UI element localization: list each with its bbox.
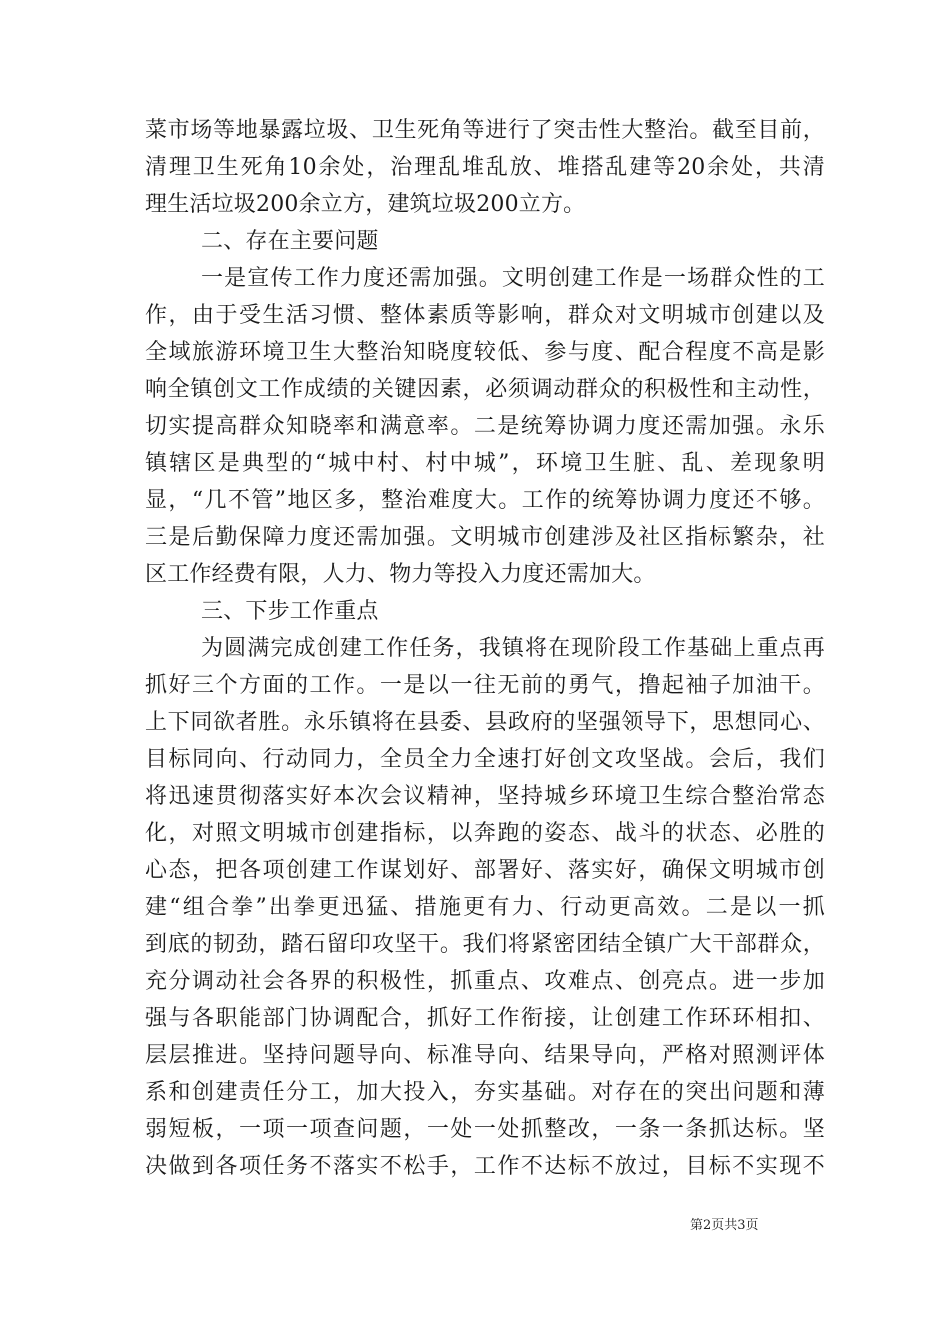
section-heading: 三、下步工作重点 [201, 599, 379, 624]
text-line: 清理卫生死角10余处，治理乱堆乱放、堆搭乱建等20余处，共清 [145, 155, 825, 180]
text-line: 建“组合拳”出拳更迅猛、措施更有力、行动更高效。二是以一抓 [145, 895, 825, 920]
text-line: 决做到各项任务不落实不松手，工作不达标不放过，目标不实现不 [145, 1154, 825, 1179]
text-line: 全域旅游环境卫生大整治知晓度较低、参与度、配合程度不高是影 [145, 340, 825, 365]
text-line: 镇辖区是典型的“城中村、村中城”，环境卫生脏、乱、差现象明 [145, 451, 825, 476]
document-body [145, 112, 825, 1185]
text-line: 响全镇创文工作成绩的关键因素，必须调动群众的积极性和主动性， [145, 377, 825, 402]
text-line: 抓好三个方面的工作。一是以一往无前的勇气，撸起袖子加油干。 [145, 673, 825, 698]
section-heading: 二、存在主要问题 [201, 229, 379, 254]
text-line: 化，对照文明城市创建指标，以奔跑的姿态、战斗的状态、必胜的 [145, 821, 825, 846]
text-line: 作，由于受生活习惯、整体素质等影响，群众对文明城市创建以及 [145, 303, 825, 328]
text-line: 将迅速贯彻落实好本次会议精神，坚持城乡环境卫生综合整治常态 [145, 784, 825, 809]
text-line: 心态，把各项创建工作谋划好、部署好、落实好，确保文明城市创 [145, 858, 825, 883]
text-line: 目标同向、行动同力，全员全力全速打好创文攻坚战。会后，我们 [145, 747, 825, 772]
text-line: 充分调动社会各界的积极性，抓重点、攻难点、创亮点。进一步加 [145, 969, 825, 994]
text-line: 层层推进。坚持问题导向、标准导向、结果导向，严格对照测评体 [145, 1043, 825, 1068]
text-line: 到底的韧劲，踏石留印攻坚干。我们将紧密团结全镇广大干部群众， [145, 932, 825, 957]
text-line: 菜市场等地暴露垃圾、卫生死角等进行了突击性大整治。截至目前， [145, 118, 825, 143]
text-line: 为圆满完成创建工作任务，我镇将在现阶段工作基础上重点再 [201, 636, 825, 661]
text-line: 理生活垃圾200余立方，建筑垃圾200立方。 [145, 192, 586, 217]
text-line: 三是后勤保障力度还需加强。文明城市创建涉及社区指标繁杂，社 [145, 525, 825, 550]
text-line: 一是宣传工作力度还需加强。文明创建工作是一场群众性的工 [201, 266, 825, 291]
text-line: 显，“几不管”地区多，整治难度大。工作的统筹协调力度还不够。 [145, 488, 825, 513]
text-line: 区工作经费有限，人力、物力等投入力度还需加大。 [145, 562, 656, 587]
text-line: 切实提高群众知晓率和满意率。二是统筹协调力度还需加强。永乐 [145, 414, 825, 439]
text-line: 弱短板，一项一项查问题，一处一处抓整改，一条一条抓达标。坚 [145, 1117, 825, 1142]
text-line: 上下同欲者胜。永乐镇将在县委、县政府的坚强领导下，思想同心、 [145, 710, 825, 735]
page-number: 第2页共3页 [690, 1218, 759, 1233]
text-line: 强与各职能部门协调配合，抓好工作衔接，让创建工作环环相扣、 [145, 1006, 825, 1031]
text-line: 系和创建责任分工，加大投入，夯实基础。对存在的突出问题和薄 [145, 1080, 825, 1105]
